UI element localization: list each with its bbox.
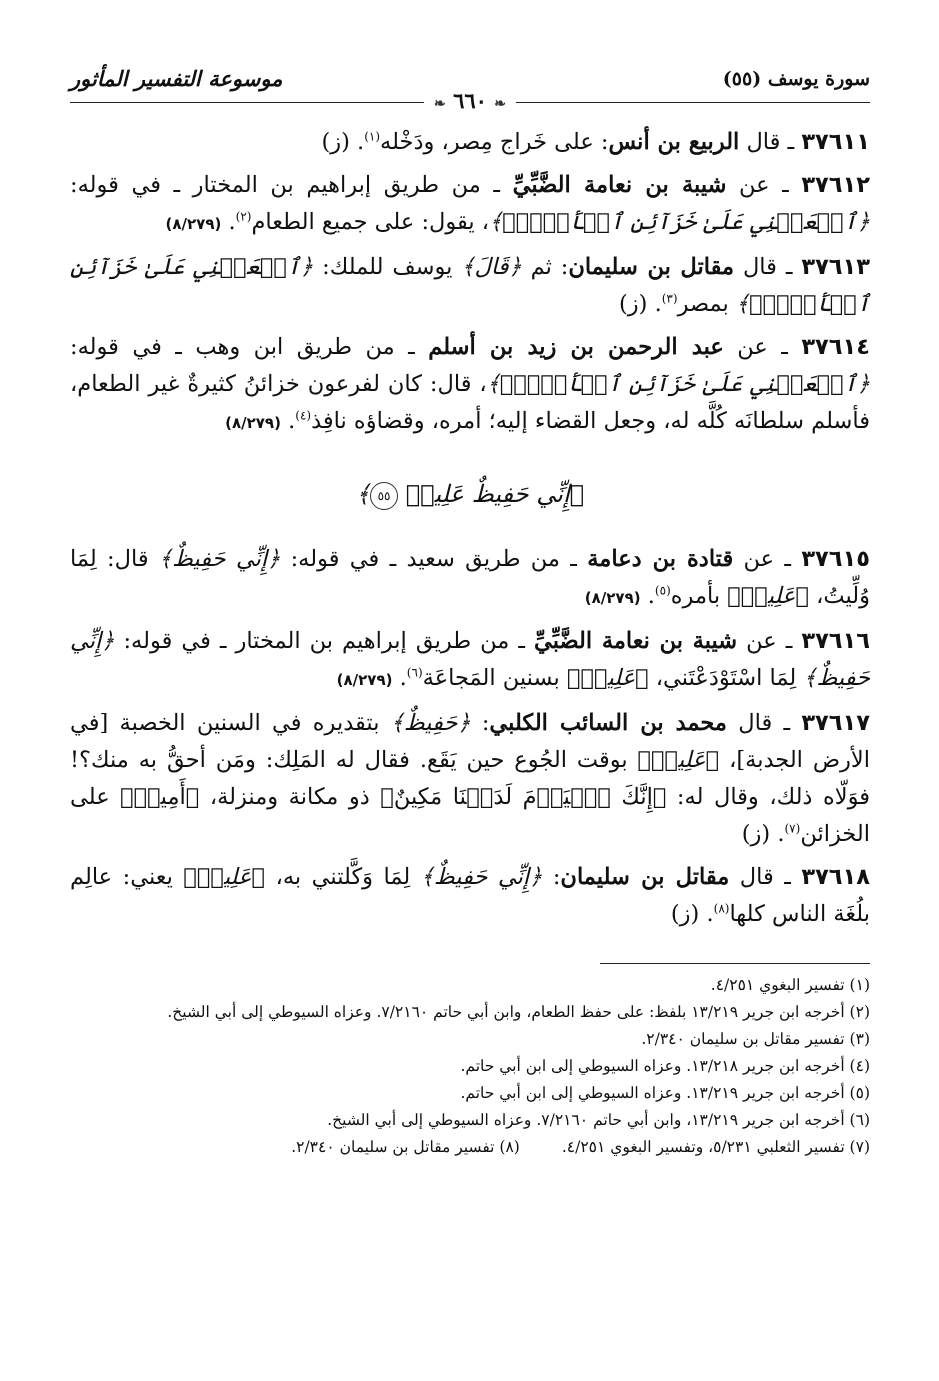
verse-close: ﴾ (355, 480, 371, 508)
volume-reference: (٨/٢٧٩) (336, 671, 393, 689)
quran-quote: ﴿قَالَ﴾ (461, 254, 522, 280)
entry-text: ـ من طريق سعيد ـ في قوله: (280, 546, 588, 572)
volume-reference: (٨/٢٧٩) (165, 215, 222, 233)
entry-text: لِمَا وَكَّلتني به، (265, 864, 421, 890)
ayah-number-icon: ٥٥ (370, 482, 398, 510)
volume-reference: (٨/٢٧٩) (584, 589, 641, 607)
entry-text: ـ من طريق إبراهيم بن المختار ـ في قوله: (70, 172, 513, 198)
book-title: موسوعة التفسير المأثور (70, 66, 283, 91)
quran-quote: ﴿عَلِيمٞ﴾ (637, 747, 720, 773)
entry-text: . (ز) (670, 901, 714, 927)
ornament-right-icon: ❧ (494, 96, 506, 112)
entry-number: ٣٧٦١٨ (801, 864, 871, 890)
narrator: محمد بن السائب الكلبي (489, 710, 727, 736)
verse-heading (70, 476, 870, 513)
entry-text: بمصر (677, 291, 736, 317)
entry-text: . (ز) (741, 821, 785, 847)
footnote-marker[interactable]: (٢) (235, 209, 252, 224)
quran-quote: ﴿إِنِّي حَفِيظٌ﴾ (70, 628, 870, 691)
entry-text: . (ز) (321, 129, 365, 155)
entry-text: ـ قال (726, 710, 802, 736)
entry-text: ـ عن (723, 334, 802, 360)
entry-37615 (70, 541, 870, 617)
footnote-5: (٥) أخرجه ابن جرير ١٣/٢١٩. وعزاه السيوطي إلى ابن أبي حاتم. (460, 1084, 870, 1102)
quran-quote: ﴿إِنِّي حَفِيظٌ﴾ (158, 546, 281, 572)
footnote-4: (٤) أخرجه ابن جرير ١٣/٢١٨. وعزاه السيوطي إلى ابن أبي حاتم. (460, 1057, 870, 1075)
footnote-7: (٧) تفسير الثعلبي ٥/٢٣١، وتفسير البغوي ٤/٢٥١. (561, 1138, 870, 1156)
entry-text: بأمره (670, 583, 728, 609)
footnote-marker[interactable]: (٤) (295, 408, 312, 423)
narrator: شيبة بن نعامة الضَّبِّيِّ (533, 628, 738, 654)
entry-number: ٣٧٦١٦ (801, 628, 871, 654)
entry-37613 (70, 249, 870, 323)
footnote-2: (٢) أخرجه ابن جرير ١٣/٢١٩ بلفظ: على حفظ الطعام، وابن أبي حاتم ٧/٢١٦٠. وعزاه السيوطي إلى أبي الشيخ. (167, 1003, 870, 1021)
entry-text: ـ من طريق ابن وهب ـ في قوله: (70, 334, 429, 360)
entry-text: ـ قال (729, 864, 802, 890)
narrator: مقاتل بن سليمان (568, 254, 735, 280)
volume-reference: (٨/٢٧٩) (225, 414, 281, 432)
entry-text: ـ عن (737, 628, 802, 654)
entry-37611 (70, 124, 870, 161)
footnote-row (70, 1134, 870, 1161)
entry-text: : (470, 710, 490, 736)
entry-text: يوسف للملك: (313, 254, 462, 280)
quran-quote: ﴿ٱجۡعَلۡنِي عَلَىٰ خَزَآئِنِ ٱلۡأَرۡضِۖ﴾ (70, 254, 870, 317)
entry-37617 (70, 705, 870, 853)
quran-quote: ﴿عَلِيمٞ﴾ (566, 665, 649, 691)
entry-number: ٣٧٦١١ (801, 129, 870, 155)
footnote-marker[interactable]: (٣) (661, 291, 678, 306)
verse-text: ﴿إِنِّي حَفِيظٌ عَلِيمٞ (405, 480, 585, 508)
page-body (70, 124, 870, 964)
entry-37614 (70, 329, 870, 442)
entry-text: لِمَا اسْتَوْدَعْتَني، (648, 665, 804, 691)
quran-quote: ﴿إِنِّي حَفِيظٌ﴾ (420, 864, 543, 890)
entry-text: : ثم (521, 254, 569, 280)
footnote-rule (600, 963, 870, 964)
footnote-3: (٣) تفسير مقاتل بن سليمان ٢/٣٤٠. (641, 1030, 870, 1048)
footnote-marker[interactable]: (٨) (713, 901, 730, 916)
entry-text: بسنين المَجاعَة (422, 665, 567, 691)
entry-text: ـ قال (739, 129, 802, 155)
quran-quote: ﴿ٱجۡعَلۡنِي عَلَىٰ خَزَآئِنِ ٱلۡأَرۡضِۖ﴾ (486, 371, 871, 397)
quran-quote: ﴿عَلِيمٞ﴾ (183, 864, 266, 890)
entry-37616 (70, 623, 870, 699)
footnote-1: (١) تفسير البغوي ٤/٢٥١. (710, 976, 870, 994)
footnote-8: (٨) تفسير مقاتل بن سليمان ٢/٣٤٠. (291, 1138, 520, 1156)
page (70, 52, 870, 1161)
entry-text: يعني: عالِم بلُغَة الناس كلها (70, 864, 870, 927)
footnote-marker[interactable]: (٥) (654, 583, 671, 598)
narrator: الربيع بن أنس (608, 129, 740, 155)
entry-number: ٣٧٦١٣ (801, 254, 871, 280)
entry-text: . (640, 583, 655, 609)
entry-37618 (70, 859, 870, 933)
quran-quote: ﴿عَلِيمٞ﴾ (727, 583, 809, 609)
entry-number: ٣٧٦١٥ (801, 546, 870, 572)
entry-number: ٣٧٦١٧ (801, 710, 870, 736)
narrator: مقاتل بن سليمان (560, 864, 730, 890)
footnote-marker[interactable]: (٦) (406, 665, 423, 680)
footnote-marker[interactable]: (٧) (784, 821, 801, 836)
surah-title: سورة يوسف (٥٥) (722, 68, 870, 90)
entry-text: ، يقول: على جميع الطعام (251, 209, 490, 235)
entry-text: . (221, 209, 236, 235)
quran-quote: ﴿حَفِيظٌ﴾ (390, 710, 471, 736)
entry-text: بوقت الجُوع حين يَقَع. فقال له المَلِك: ومَن أحقُّ به منك؟! فوَلّاه ذلك، وقال له: ﴿إِنَّكَ ٱلۡيَوۡمَ لَدَيۡنَا مَكِينٌ﴾ ذو مكانة ومنزلة، ﴿أَمِينٞ﴾ على الخزائن (70, 747, 870, 847)
entry-text: ، قال: كان لفرعون خزائنُ كثيرةٌ غير الطعام، فأسلم سلطانَه كُلَّه له، وجعل القضاء إليه؛ أمره، وقضاؤه نافِذ (70, 371, 870, 434)
entry-37612 (70, 167, 870, 243)
ornament-left-icon: ❧ (434, 96, 446, 112)
entry-text: ـ عن (726, 172, 802, 198)
narrator: شيبة بن نعامة الضَّبِّيِّ (512, 172, 727, 198)
entry-text: : (542, 864, 561, 890)
entry-text: قال: لِمَا وُلِّيتُ، (70, 546, 870, 609)
entry-text: ـ قال (734, 254, 802, 280)
entry-text: . (392, 665, 407, 691)
entry-text: . (ز) (619, 291, 662, 317)
page-number-value: ٦٦٠ (453, 88, 487, 113)
entry-text: : على خَراج مِصر، ودَخْله (380, 129, 609, 155)
page-number (424, 88, 516, 113)
entry-number: ٣٧٦١٤ (801, 334, 870, 360)
narrator: قتادة بن دعامة (587, 546, 734, 572)
entry-text: ـ من طريق إبراهيم بن المختار ـ في قوله: (114, 628, 534, 654)
entry-text: ـ عن (733, 546, 802, 572)
entry-text: بتقديره في السنين الخصبة [في الأرض الجدبة]، (70, 710, 870, 773)
entry-text: . (280, 408, 296, 434)
narrator: عبد الرحمن بن زيد بن أسلم (428, 334, 724, 360)
entry-number: ٣٧٦١٢ (801, 172, 870, 198)
footnotes (70, 972, 870, 1161)
page-header (70, 52, 870, 113)
quran-quote: ﴿ٱجۡعَلۡنِي عَلَىٰ خَزَآئِنِ ٱلۡأَرۡضِۖ﴾ (489, 209, 870, 235)
footnote-6: (٦) أخرجه ابن جرير ١٣/٢١٩، وابن أبي حاتم ٧/٢١٦٠. وعزاه السيوطي إلى أبي الشيخ. (327, 1111, 870, 1129)
footnote-marker[interactable]: (١) (364, 129, 381, 144)
